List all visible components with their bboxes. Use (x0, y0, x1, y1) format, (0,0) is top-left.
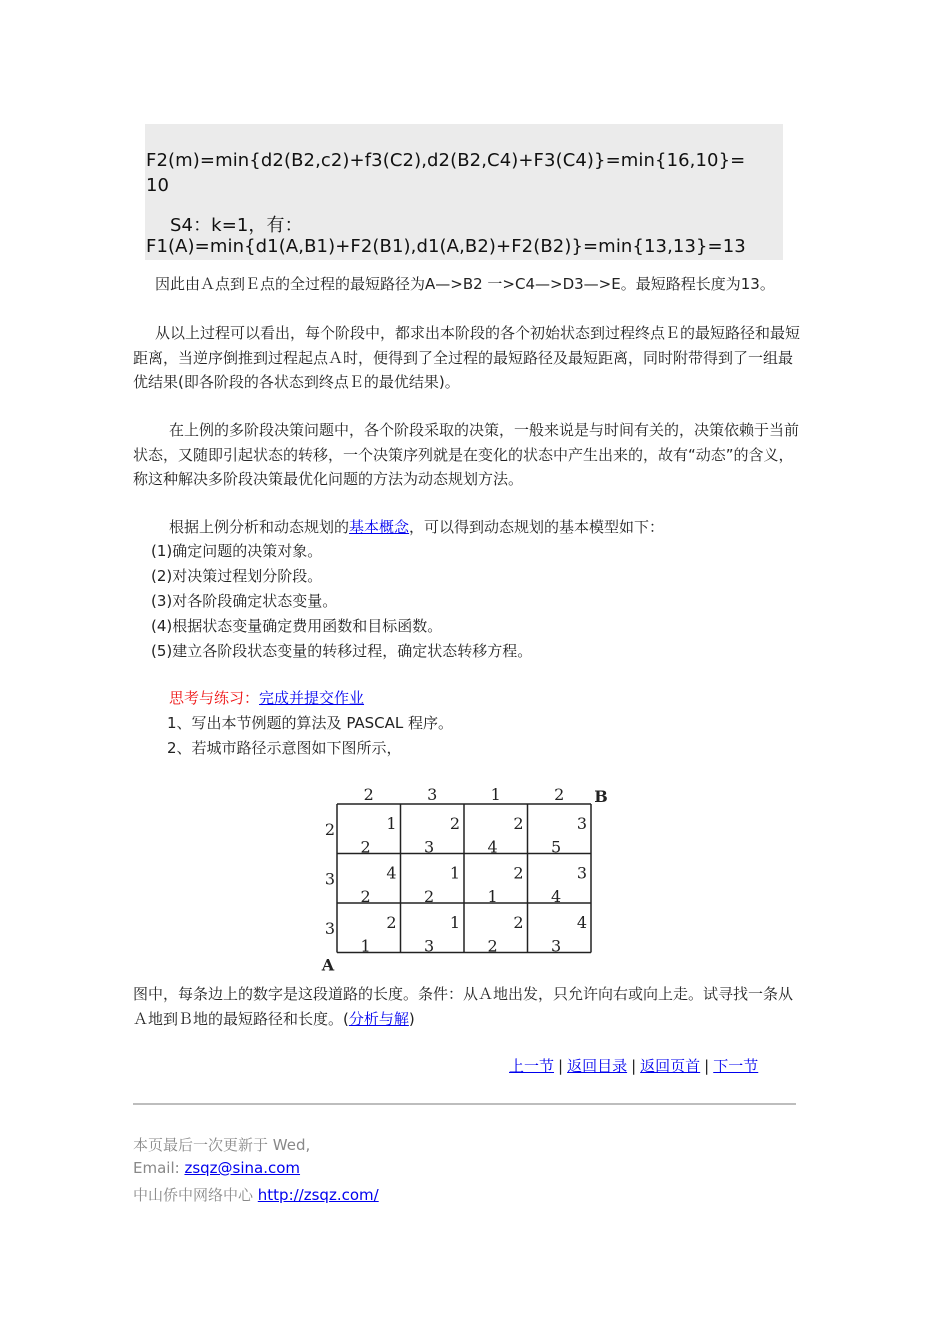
horizontal-edge-length: 5 (550, 837, 562, 857)
paragraph-summary (133, 321, 803, 395)
model-step-4: (4)根据状态变量确定费用函数和目标函数。 (151, 617, 443, 635)
paragraph-result (133, 272, 803, 297)
horizontal-edge-length: 2 (423, 887, 435, 906)
last-updated: 本页最后一次更新于 Wed, (133, 1136, 311, 1154)
problem-statement-text (133, 982, 803, 1031)
top-edge-length: 2 (554, 785, 565, 804)
submit-homework-link[interactable]: 完成并提交作业 (259, 689, 365, 707)
model-intro-after: ，可以得到动态规划的基本模型如下： (409, 518, 665, 536)
vertical-edge-length: 2 (513, 813, 524, 833)
horizontal-edge-length: 1 (360, 936, 371, 956)
site-url-link[interactable]: http://zsqz.com/ (257, 1186, 379, 1204)
paragraph-definition-text: 在上例的多阶段决策问题中，各个阶段采取的决策，一般来说是与时间有关的，决策依赖于当前状态，又随即引起状态的转移，一个决策序列就是在变化的状态中产生出来的，故有“动态”的含义，称这种解决多阶段决策最优化问题的方法为动态规划方法。 (133, 421, 800, 488)
paragraph-summary-text: 从以上过程可以看出，每个阶段中，都求出本阶段的各个初始状态到过程终点Ｅ的最短路径和最短距离，当逆序倒推到过程起点Ａ时，便得到了全过程的最短路径及最短距离，同时附带得到了一组最优结果(即各阶段的各状态到终点Ｅ的最优结果)。 (133, 324, 801, 391)
exercise-heading: 思考与练习： (169, 689, 260, 707)
model-step-2: (2)对决策过程划分阶段。 (151, 567, 323, 585)
city-path-grid (318, 780, 618, 975)
city-path-diagram (318, 780, 618, 975)
nav-separator: | (704, 1057, 710, 1075)
start-point-label: A (321, 955, 335, 975)
toc-link[interactable]: 返回目录 (567, 1057, 628, 1075)
paragraph-model-intro (133, 515, 803, 540)
formula-line-f2-result: 10 (146, 175, 170, 196)
problem-text-close: ) (408, 1009, 415, 1028)
left-edge-length: 2 (324, 819, 336, 839)
horizontal-edge-length: 1 (487, 887, 498, 906)
vertical-edge-length: 1 (449, 912, 461, 932)
horizontal-edge-length: 2 (487, 936, 498, 956)
org-label: 中山侨中网络中心 (133, 1186, 258, 1204)
end-point-label: B (594, 787, 608, 806)
vertical-edge-length: 2 (513, 863, 524, 883)
model-step-5: (5)建立各阶段状态变量的转移过程，确定状态转移方程。 (151, 642, 533, 660)
basic-concept-link[interactable]: 基本概念 (349, 518, 410, 536)
footer-divider (133, 1103, 796, 1105)
horizontal-edge-length: 3 (423, 837, 435, 857)
formula-line-s4: S4：k=1，有： (170, 215, 303, 236)
paragraph-model-intro-text (133, 515, 803, 540)
horizontal-edge-length: 2 (360, 837, 371, 857)
horizontal-edge-length: 4 (487, 837, 498, 857)
email-link[interactable]: zsqz@sina.com (184, 1159, 301, 1177)
vertical-edge-length: 2 (513, 912, 524, 932)
vertical-edge-length: 4 (386, 863, 397, 883)
formula-line-f2: F2(m)=min{d2(B2,c2)+f3(C2),d2(B2,C4)+F3(C4)}=min{16,10}= (146, 150, 746, 171)
model-step-3: (3)对各阶段确定状态变量。 (151, 592, 338, 610)
paragraph-definition (133, 418, 803, 492)
section-nav (509, 1055, 758, 1076)
horizontal-edge-length: 3 (423, 936, 435, 956)
analysis-solution-link[interactable]: 分析与解 (348, 1009, 409, 1028)
vertical-edge-length: 4 (576, 912, 588, 932)
problem-statement (133, 982, 803, 1031)
left-edge-length: 3 (324, 869, 336, 889)
left-edge-length: 3 (324, 918, 336, 938)
model-intro-before: 根据上例分析和动态规划的 (169, 518, 350, 536)
vertical-edge-length: 1 (386, 813, 397, 833)
horizontal-edge-length: 2 (360, 887, 371, 906)
vertical-edge-length: 3 (576, 813, 588, 833)
formula-line-f1: F1(A)=min{d1(A,B1)+F2(B1),d1(A,B2)+F2(B2)}=min{13,13}=13 (146, 236, 746, 257)
footer-email-line (133, 1159, 300, 1177)
page-top-link[interactable]: 返回页首 (640, 1057, 701, 1075)
prev-section-link[interactable]: 上一节 (509, 1057, 555, 1075)
vertical-edge-length: 2 (386, 912, 397, 932)
top-edge-length: 2 (363, 785, 374, 804)
nav-separator: | (631, 1057, 637, 1075)
exercise-item-2: 2、若城市路径示意图如下图所示， (167, 739, 402, 757)
vertical-edge-length: 3 (576, 863, 588, 883)
top-edge-length: 1 (490, 785, 501, 804)
top-edge-length: 3 (427, 785, 438, 804)
model-step-1: (1)确定问题的决策对象。 (151, 542, 323, 560)
paragraph-result-text: 因此由Ａ点到Ｅ点的全过程的最短路径为A—>B2 一>C4—>D3—>E。最短路程长度为13。 (155, 275, 775, 293)
footer-org-line (133, 1184, 379, 1205)
problem-text: 图中，每条边上的数字是这段道路的长度。条件：从Ａ地出发，只允许向右或向上走。试寻找一条从Ａ地到Ｂ地的最短路径和长度。( (133, 985, 794, 1028)
vertical-edge-length: 2 (449, 813, 461, 833)
vertical-edge-length: 1 (449, 863, 461, 883)
email-label: Email: (133, 1159, 185, 1177)
horizontal-edge-length: 3 (550, 936, 562, 956)
horizontal-edge-length: 4 (550, 887, 562, 906)
nav-separator: | (558, 1057, 564, 1075)
exercise-item-1: 1、写出本节例题的算法及 PASCAL 程序。 (167, 714, 454, 732)
next-section-link[interactable]: 下一节 (713, 1057, 759, 1075)
exercise-heading-line (169, 687, 364, 708)
